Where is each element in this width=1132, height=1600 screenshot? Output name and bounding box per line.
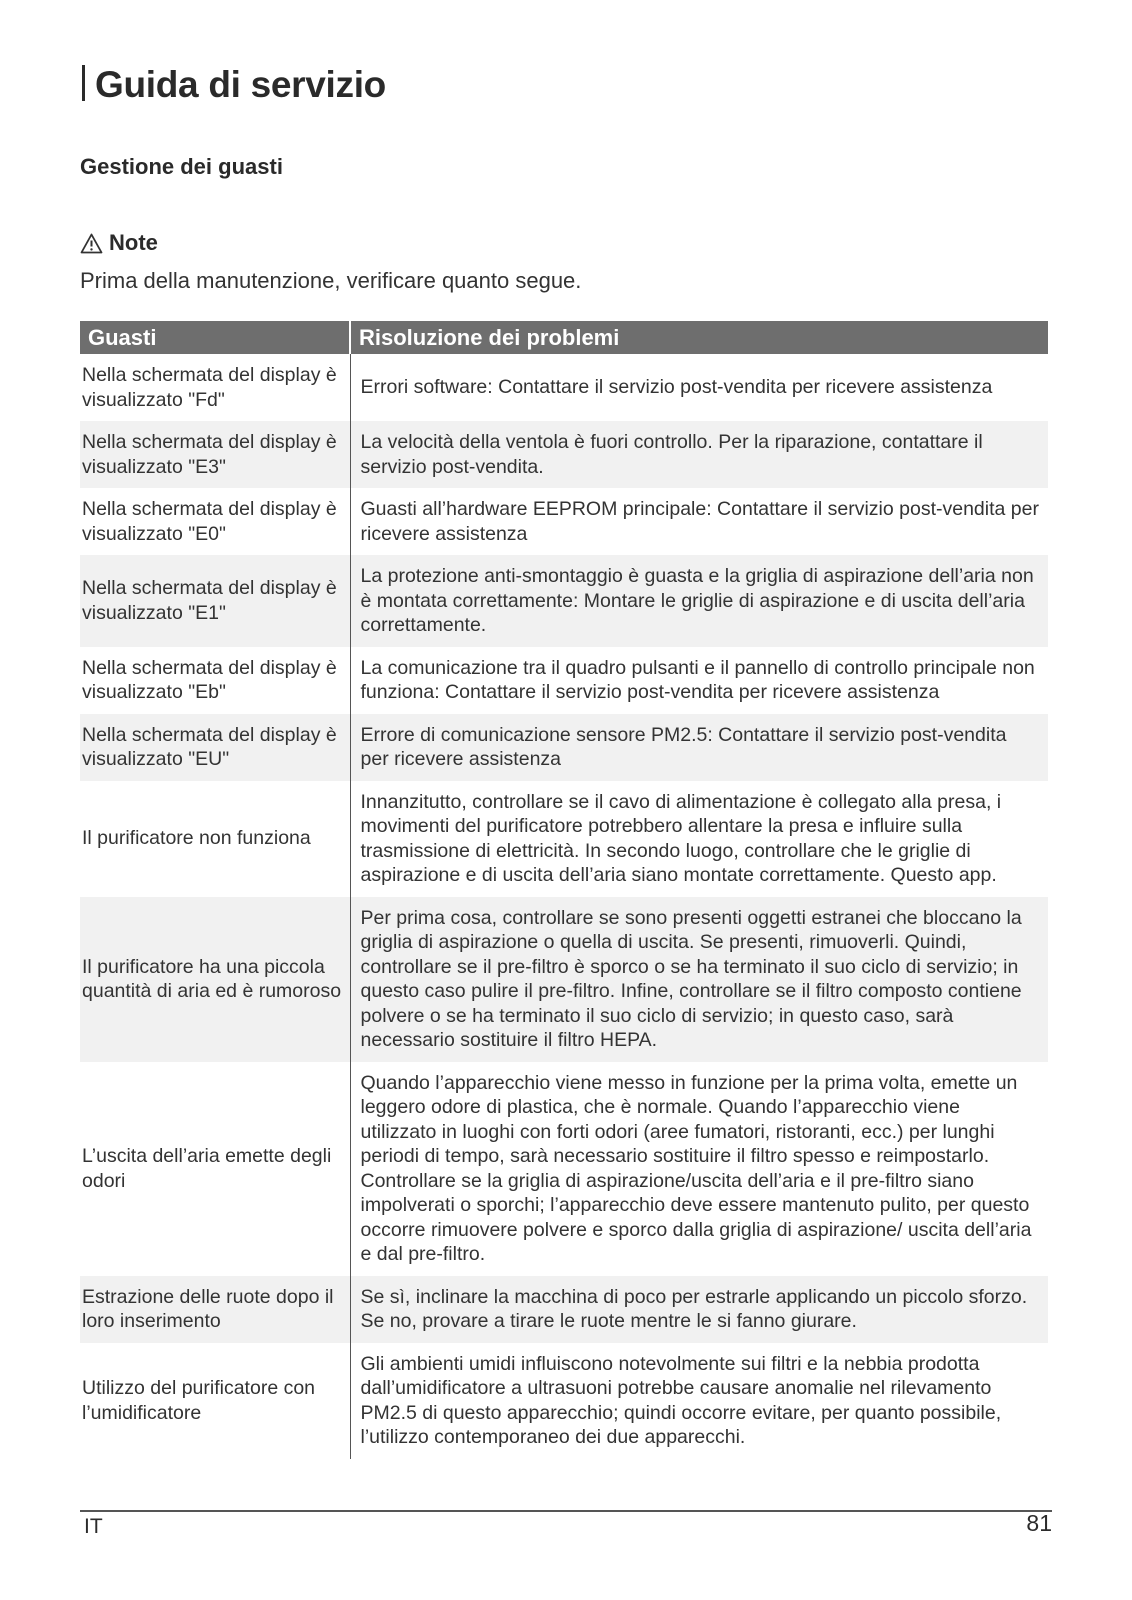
solution-cell: Gli ambienti umidi influiscono notevolmente sui filtri e la nebbia prodotta dall’umidificatore a ultrasuoni potrebbe causare anomalie nel rilevamento PM2.5 di questo apparecchio; quindi occorre evitare, per quanto possibile, l’utilizzo contemporaneo dei due apparecchi. <box>360 1352 1002 1448</box>
fault-cell: Nella schermata del display è visualizzato "EU" <box>80 714 350 781</box>
table-row <box>80 897 1048 1062</box>
fault-cell: Nella schermata del display è visualizzato "Fd" <box>80 354 350 421</box>
table-row <box>80 488 1048 555</box>
solution-cell: Errore di comunicazione sensore PM2.5: Contattare il servizio post-vendita per ricevere assistenza <box>350 714 1048 781</box>
note-heading-text: Note <box>109 230 158 255</box>
solution-cell: Se sì, inclinare la macchina di poco per estrarle applicando un piccolo sforzo. Se no, provare a tirare le ruote mentre le si fanno giurare. <box>350 1276 1048 1343</box>
header-faults: Guasti <box>80 321 350 354</box>
solution-cell: Errori software: Contattare il servizio post-vendita per ricevere assistenza <box>360 376 993 399</box>
header-solutions: Risoluzione dei problemi <box>350 321 1048 354</box>
page-title <box>82 64 386 106</box>
table-row <box>80 781 1048 897</box>
fault-table <box>80 321 1048 1459</box>
solution-cell: La comunicazione tra il quadro pulsanti e il pannello di controllo principale non funziona: Contattare il servizio post-vendita per ricevere assistenza <box>360 656 1035 703</box>
title-bar <box>82 65 85 101</box>
page-title-text: Guida di servizio <box>95 64 386 105</box>
fault-cell: L’uscita dell’aria emette degli odori <box>80 1062 350 1276</box>
footer-language: IT <box>84 1515 103 1538</box>
table-row <box>80 647 1048 714</box>
solution-cell: Guasti all’hardware EEPROM principale: Contattare il servizio post-vendita per ricevere assistenza <box>360 498 1039 545</box>
solution-cell: La protezione anti-smontaggio è guasta e la griglia di aspirazione dell’aria non è montata correttamente: Montare le griglie di aspirazione e di uscita dell’aria correttamente. <box>350 555 1048 647</box>
table-row <box>80 714 1048 781</box>
fault-cell: Estrazione delle ruote dopo il loro inserimento <box>80 1276 350 1343</box>
solution-cell: Per prima cosa, controllare se sono presenti oggetti estranei che bloccano la griglia di aspirazione o quella di uscita. Se presenti, rimuoverli. Quindi, controllare se il pre-filtro è sporco o se ha terminato il suo ciclo di servizio; in questo caso pulire il pre-filtro. Infine, controllare se il filtro composto contiene polvere o se ha terminato il suo ciclo di servizio; in questo caso, sarà necessario sostituire il filtro HEPA. <box>350 897 1048 1062</box>
table-row <box>80 1062 1048 1276</box>
section-subtitle: Gestione dei guasti <box>80 154 283 179</box>
note-text: Prima della manutenzione, verificare quanto segue. <box>80 268 582 293</box>
footer-divider <box>80 1510 1052 1512</box>
fault-cell: Utilizzo del purificatore con l’umidificatore <box>80 1343 350 1459</box>
fault-cell: Nella schermata del display è visualizzato "E1" <box>80 555 350 647</box>
table-row <box>80 421 1048 488</box>
table-row <box>80 1276 1048 1343</box>
solution-cell: Quando l’apparecchio viene messo in funzione per la prima volta, emette un leggero odore di plastica, che è normale. Quando l’apparecchio viene utilizzato in luoghi con forti odori (aree fumatori, ristoranti, ecc.) per lunghi periodi di tempo, sarà necessario sostituire il filtro spesso e reimpostarlo. Controllare se la griglia di aspirazione/uscita dell’aria e il pre-filtro siano impolverati o sporchi; l’apparecchio deve essere mantenuto pulito, per questo occorre rimuovere polvere e sporco dalla griglia di aspirazione/ uscita dell’aria e dal pre-filtro. <box>360 1071 1032 1265</box>
note-heading <box>80 230 158 256</box>
solution-cell: La velocità della ventola è fuori controllo. Per la riparazione, contattare il servizio post-vendita. <box>350 421 1048 488</box>
fault-cell: Nella schermata del display è visualizzato "E3" <box>80 421 350 488</box>
table-row <box>80 555 1048 647</box>
warning-triangle-icon <box>80 233 103 254</box>
table-row <box>80 354 1048 421</box>
fault-cell: Il purificatore non funziona <box>80 781 350 897</box>
table-row <box>80 1343 1048 1459</box>
fault-cell: Nella schermata del display è visualizzato "E0" <box>80 488 350 555</box>
table-header-row <box>80 321 1048 354</box>
fault-cell: Nella schermata del display è visualizzato "Eb" <box>80 647 350 714</box>
page-number: 81 <box>1026 1510 1052 1536</box>
fault-cell: Il purificatore ha una piccola quantità di aria ed è rumoroso <box>80 897 350 1062</box>
solution-cell: Innanzitutto, controllare se il cavo di alimentazione è collegato alla presa, i movimenti del purificatore potrebbero allentare la presa e influire sulla trasmissione di elettricità. In secondo luogo, controllare che le griglie di aspirazione e di uscita dell’aria siano montate correttamente. Questo app. <box>360 790 1002 886</box>
